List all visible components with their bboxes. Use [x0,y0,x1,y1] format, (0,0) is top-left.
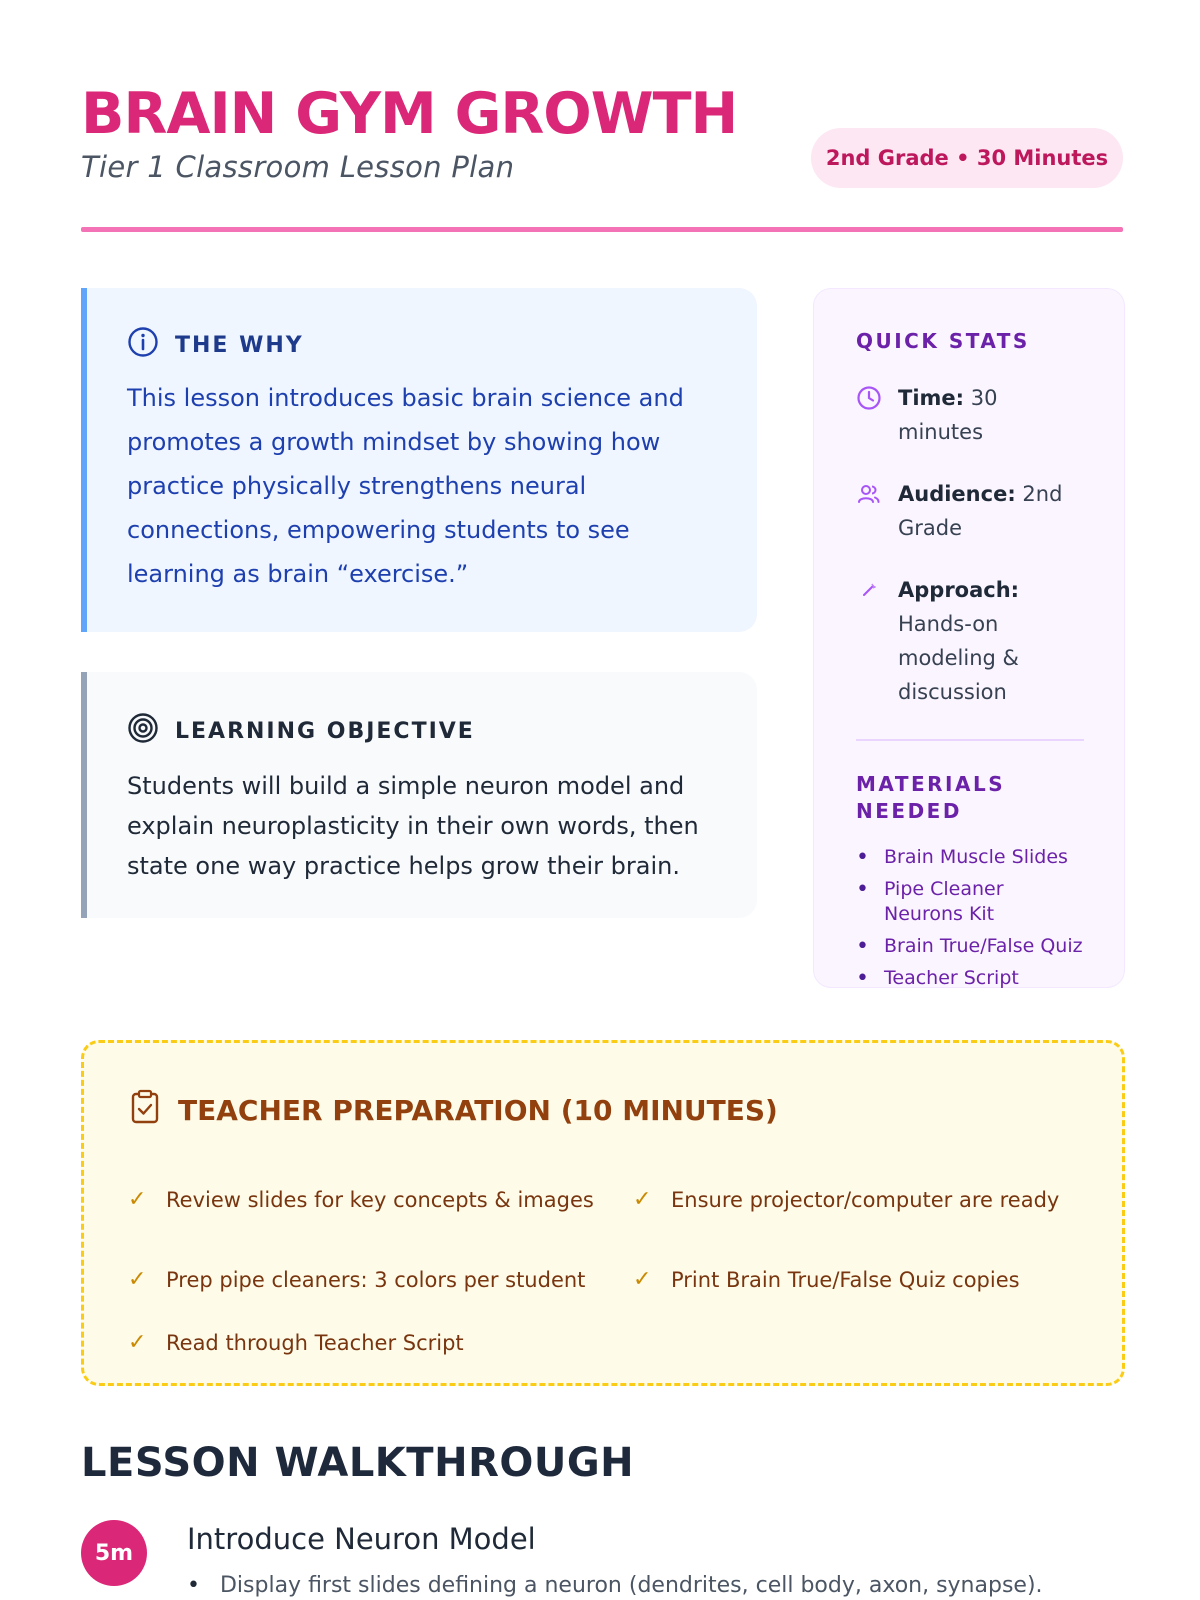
prep-item: ✓ Print Brain True/False Quiz copies [633,1240,1103,1320]
step-bullet: • Display first slides defining a neuron (dendrites, cell body, axon, synapse). [187,1573,1043,1598]
objective-heading: LEARNING OBJECTIVE [175,718,475,744]
prep-item: ✓ Read through Teacher Script [128,1320,633,1366]
why-card [81,288,757,632]
page-title: BRAIN GYM GROWTH [81,81,738,147]
walkthrough-heading: LESSON WALKTHROUGH [81,1440,635,1486]
check-icon: ✓ [128,1187,147,1212]
clipboard-check-icon [128,1089,162,1132]
stat-time [856,381,1084,449]
prep-heading-row [128,1089,1080,1132]
users-icon [856,481,882,507]
step-title: Introduce Neuron Model [187,1522,536,1556]
objective-body: Students will build a simple neuron model and explain neuroplasticity in their own words, then state one way practice helps grow their brain. [127,772,699,880]
why-heading-row [127,326,717,364]
header [81,81,1123,234]
prep-item: ✓ Prep pipe cleaners: 3 colors per student [128,1240,633,1320]
stat-audience-label: Audience: [898,482,1016,506]
objective-card [81,672,757,918]
objective-heading-row [127,712,717,750]
stat-time-value: 30 minutes [898,386,998,444]
materials-heading: MATERIALS NEEDED [856,772,1006,823]
stats-divider [856,739,1084,741]
material-item: • Teacher Script [856,966,1084,991]
quick-stats-heading: QUICK STATS [856,329,1030,353]
material-item: • Brain Muscle Slides [856,845,1084,870]
grade-duration-badge: 2nd Grade • 30 Minutes [811,128,1123,188]
wand-icon [856,577,882,603]
prep-checklist [128,1160,1080,1366]
check-icon: ✓ [633,1187,652,1212]
why-body: This lesson introduces basic brain science and promotes a growth mindset by showing how practice physically strengthens neural connections, empowering students to see learning as brain “exercise.” [127,384,684,588]
check-icon: ✓ [128,1267,147,1292]
materials-list [856,845,1084,991]
stat-audience [856,477,1084,545]
header-divider [81,227,1123,232]
quick-stats-panel [813,288,1125,988]
check-icon: ✓ [128,1330,147,1355]
prep-heading: TEACHER PREPARATION (10 MINUTES) [178,1094,778,1127]
material-item: • Brain True/False Quiz [856,934,1084,959]
target-icon [127,712,159,750]
step-duration-badge: 5m [81,1520,147,1586]
stat-approach-value: Hands-on modeling & discussion [898,612,1019,704]
page-subtitle: Tier 1 Classroom Lesson Plan [81,150,515,184]
why-heading: THE WHY [175,332,304,358]
material-item: • Pipe Cleaner Neurons Kit [856,877,1084,927]
stat-audience-value: 2nd Grade [898,482,1063,540]
stat-approach [856,573,1084,709]
prep-item: ✓ Review slides for key concepts & images [128,1160,633,1240]
clock-icon [856,385,882,411]
check-icon: ✓ [633,1267,652,1292]
info-icon [127,326,159,364]
teacher-prep-card [81,1040,1125,1386]
prep-item: ✓ Ensure projector/computer are ready [633,1160,1103,1240]
stat-time-label: Time: [898,386,965,410]
stat-approach-label: Approach: [898,578,1020,602]
